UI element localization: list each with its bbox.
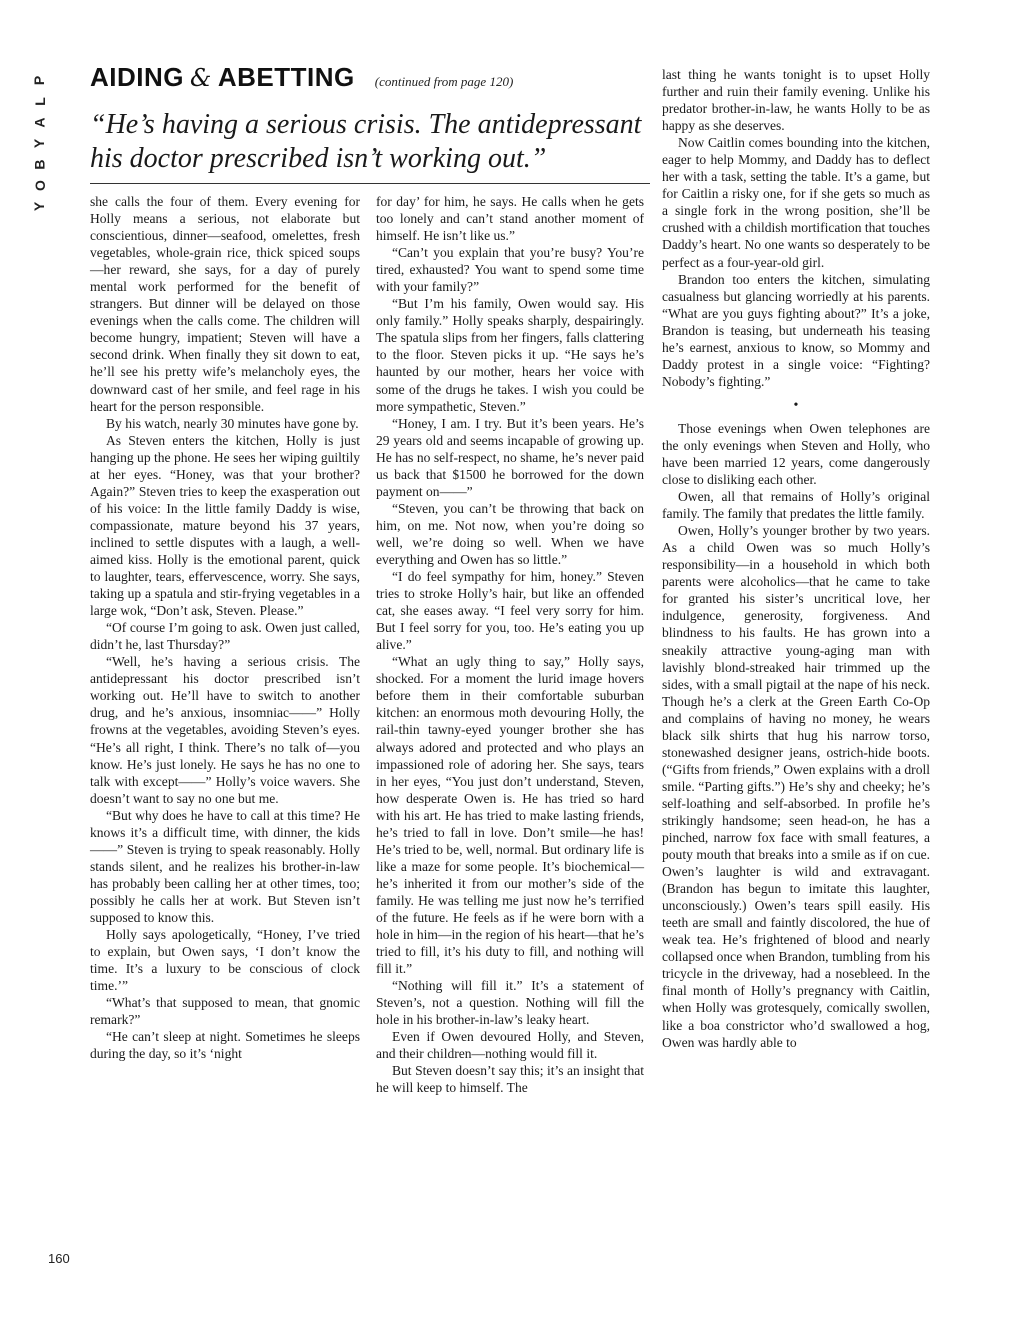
paragraph: “Of course I’m going to ask. Owen just called, didn’t he, last Thursday?” bbox=[90, 620, 360, 653]
text-column-2 bbox=[376, 193, 644, 1096]
text-column-3-top bbox=[662, 66, 930, 390]
section-title-ampersand: & bbox=[190, 64, 212, 92]
paragraph: But Steven doesn’t say this; it’s an insight that he will keep to himself. The bbox=[376, 1063, 644, 1096]
paragraph: “Honey, I am. I try. But it’s been years. He’s 29 years old and seems incapable of growing up. He has no self-respect, no shame, he’s never paid us back that $1500 he borrowed for the down payment on——” bbox=[376, 415, 644, 499]
pull-quote: “He’s having a serious crisis. The antidepressant his doctor prescribed isn’t working out.” bbox=[90, 109, 642, 174]
side-logo-letter: O bbox=[31, 180, 48, 191]
side-logo-letter: Y bbox=[31, 138, 48, 149]
side-logo-letter: A bbox=[31, 117, 48, 128]
paragraph: “Well, he’s having a serious crisis. The antidepressant his doctor prescribed isn’t working out. He’ll have to switch to another drug, and he’s anxious, insomniac——” Holly frowns at the vegetables, avoiding Steven’s eyes. “He’s all right, I think. There’s no talk of—you know. He’s just lonely. He says he has no one to talk with except——” Holly’s voice wavers. She doesn’t want to say no one but me. bbox=[90, 654, 360, 806]
paragraph: Now Caitlin comes bounding into the kitchen, eager to help Mommy, and Daddy has to deflect her with a task, setting the table. It’s a game, but for Caitlin a risky one, for if she gets so much as a single fork in the wrong position, she’ll be crushed with a childish mortification that touches Daddy’s heart. No one wants so desperately to be perfect as a four-year-old girl. bbox=[662, 135, 930, 270]
paragraph: “I do feel sympathy for him, honey.” Steven tries to stroke Holly’s hair, but like an offended cat, she eases away. “I feel very sorry for him. But I feel sorry for you, too. He’s eating you up alive.” bbox=[376, 569, 644, 653]
paragraph: As Steven enters the kitchen, Holly is just hanging up the phone. He sees her wiping guiltily at her eyes. “Honey, was that your brother? Again?” Steven tries to keep the exasperation out of his voice: In the little family Daddy is wise, compassionate, mature beyond his 37 years, inclined to settle disputes with a laugh, a well-aimed kiss. Holly is the emotional parent, quick to laughter, tears, effervescence, worry. She says, taking up a spatula and stir-frying vegetables in a large wok, “Don’t ask, Steven. Please.” bbox=[90, 432, 360, 619]
side-logo-letter: Y bbox=[31, 201, 48, 212]
paragraph: “What an ugly thing to say,” Holly says, shocked. For a moment the lurid image hovers before them in their comfortable suburban kitchen: an enormous moth devouring Holly, the rail-thin tawny-eyed younger brother she has always adored and protected and who plays an impassioned role of adoring her. She says, tears in her eyes, “You just don’t understand, Steven, how desperate Owen is. He has tried so hard with his art. He has tried to make lasting friends, he’s tried to fall in love. Don’t smile—he has! He’s tried to be, well, normal. But ordinary life is like a maze for some people. It’s biochemical—he’s inherited it from our mother’s side of the family. He was telling me just now he’s terrified of the future. He feels as if he were born with a hole in him—in the region of his heart—that he’s tried to fill, it’s his duty to fill, and nothing will fill it.” bbox=[376, 654, 644, 977]
paragraph: Owen, Holly’s younger brother by two years. As a child Owen was so much Holly’s responsibility—in a household in which both parents were alcoholics—that he came to take for granted his sister’s uncritical love, her indulgence, generosity, forgiveness. And blindness to his faults. He has grown into a sneakily attractive young-aging man with lavishly blond-streaked hair trimmed up the sides, with a small pigtail at the nape of his neck. Though he’s a clerk at the Green Earth Co-Op and complains of having no money, he wears black silk shirts that hug his narrow torso, stonewashed designer jeans, ostrich-hide boots. (“Gifts from friends,” Owen explains with a droll smile. “Parting gifts.”) He’s shy and cheeky; he’s self-loathing and self-absorbed. In profile he’s strikingly handsome; seen head-on, he has a pinched, narrow fox face with small features, a pouty mouth that breaks into a smile as if on cue. Owen’s laughter is wild and extravagant. (Brandon has begun to imitate this laughter, unconsciously.) Owen’s tears spill easily. His teeth are small and faintly discolored, the hue of weak tea. He’s frightened of blood and nearly collapsed once when Brandon, tumbling from his tricycle in the driveway, had a nosebleed. In the final month of Holly’s pregnancy with Caitlin, when Holly was grotesquely, comically swollen, like a boa constrictor who’d swallowed a hog, Owen was hardly able to bbox=[662, 523, 930, 1050]
text-column-3-bottom bbox=[662, 420, 930, 1051]
continued-note: (continued from page 120) bbox=[374, 74, 514, 89]
section-title-part1: AIDING bbox=[90, 62, 184, 92]
paragraph: By his watch, nearly 30 minutes have gone by. bbox=[106, 415, 359, 431]
side-logo-letter: P bbox=[31, 75, 48, 86]
text-column-3 bbox=[662, 66, 930, 1051]
page-number: 160 bbox=[48, 1251, 70, 1266]
section-header bbox=[90, 62, 650, 102]
magazine-side-logo bbox=[28, 70, 52, 220]
paragraph: “He can’t sleep at night. Sometimes he sleeps during the day, so it’s ‘night bbox=[90, 1029, 360, 1062]
section-title bbox=[90, 62, 355, 93]
section-break-bullet: • bbox=[793, 397, 799, 413]
pull-quote-rule bbox=[90, 183, 650, 184]
section-title-part2: ABETTING bbox=[217, 62, 355, 92]
paragraph: she calls the four of them. Every evening for Holly means a serious, not elaborate but conscientious, dinner—seafood, omelettes, fresh vegetables, whole-grain rice, thick spiced soups—her reward, she says, for a day of purely mental work performed for the benefit of strangers. But dinner will be delayed on those evenings when the calls come. The children will become hungry, impatient; Steven will have a second drink. When finally they sit down to eat, he’ll see his pretty wife’s melancholy eyes, the downward cast of her smile, and feel rage in his heart for the person responsible. bbox=[90, 194, 360, 414]
paragraph: Holly says apologetically, “Honey, I’ve tried to explain, but Owen says, ‘I don’t know the time. It’s a luxury to be conscious of clock time.’” bbox=[90, 927, 360, 994]
paragraph: “Steven, you can’t be throwing that back on him, on me. Not now, when you’re doing so well, we’re doing so well. When we have everything and Owen has so little.” bbox=[376, 500, 644, 567]
paragraph: “What’s that supposed to mean, that gnomic remark?” bbox=[90, 995, 360, 1028]
paragraph: Even if Owen devoured Holly, and Steven, and their children—nothing would fill it. bbox=[376, 1029, 644, 1062]
paragraph: “But I’m his family, Owen would say. His only family.” Holly speaks sharply, despairingly. The spatula slips from her fingers, falls clattering to the floor. Steven picks it up. “He says he’s haunted by our mother, hears her voice with some of the drugs he takes. I wish you could be more sympathetic, Steven.” bbox=[376, 296, 644, 414]
paragraph: Brandon too enters the kitchen, simulating casualness but glancing worriedly at his parents. “What are you guys fighting about?” It’s a joke, Brandon is teasing, but underneath his teasing he’s earnest, anxious to know, so Mommy and Daddy protest in a single voice: “Fighting? Nobody’s fighting.” bbox=[662, 271, 930, 389]
side-logo-letter: L bbox=[31, 97, 48, 106]
paragraph: “Can’t you explain that you’re busy? You’re tired, exhausted? You want to spend some time with your family?” bbox=[376, 245, 644, 295]
text-column-1 bbox=[90, 193, 360, 1062]
paragraph: for day’ for him, he says. He calls when he gets too lonely and can’t stand another moment of himself. He isn’t like us.” bbox=[376, 194, 644, 244]
side-logo-letter: B bbox=[31, 159, 48, 170]
paragraph: last thing he wants tonight is to upset Holly further and ruin their family evening. Unlike his predator brother-in-law, he wants Holly to be as happy as she deserves. bbox=[662, 67, 930, 134]
paragraph: “Nothing will fill it.” It’s a statement of Steven’s, not a question. Nothing will fill the hole in his brother-in-law’s leaky heart. bbox=[376, 978, 644, 1028]
paragraph: “But why does he have to call at this time? He knows it’s a difficult time, with dinner, the kids——” Steven is trying to speak reasonably. Holly stands silent, and he realizes his brother-in-law has probably been calling her at other times, too; possibly he calls her at work. But Steven isn’t supposed to know this. bbox=[90, 807, 360, 925]
paragraph: Owen, all that remains of Holly’s original family. The family that predates the little family. bbox=[662, 489, 930, 522]
paragraph: Those evenings when Owen telephones are the only evenings when Steven and Holly, who have been married 12 years, come dangerously close to disliking each other. bbox=[662, 420, 930, 488]
